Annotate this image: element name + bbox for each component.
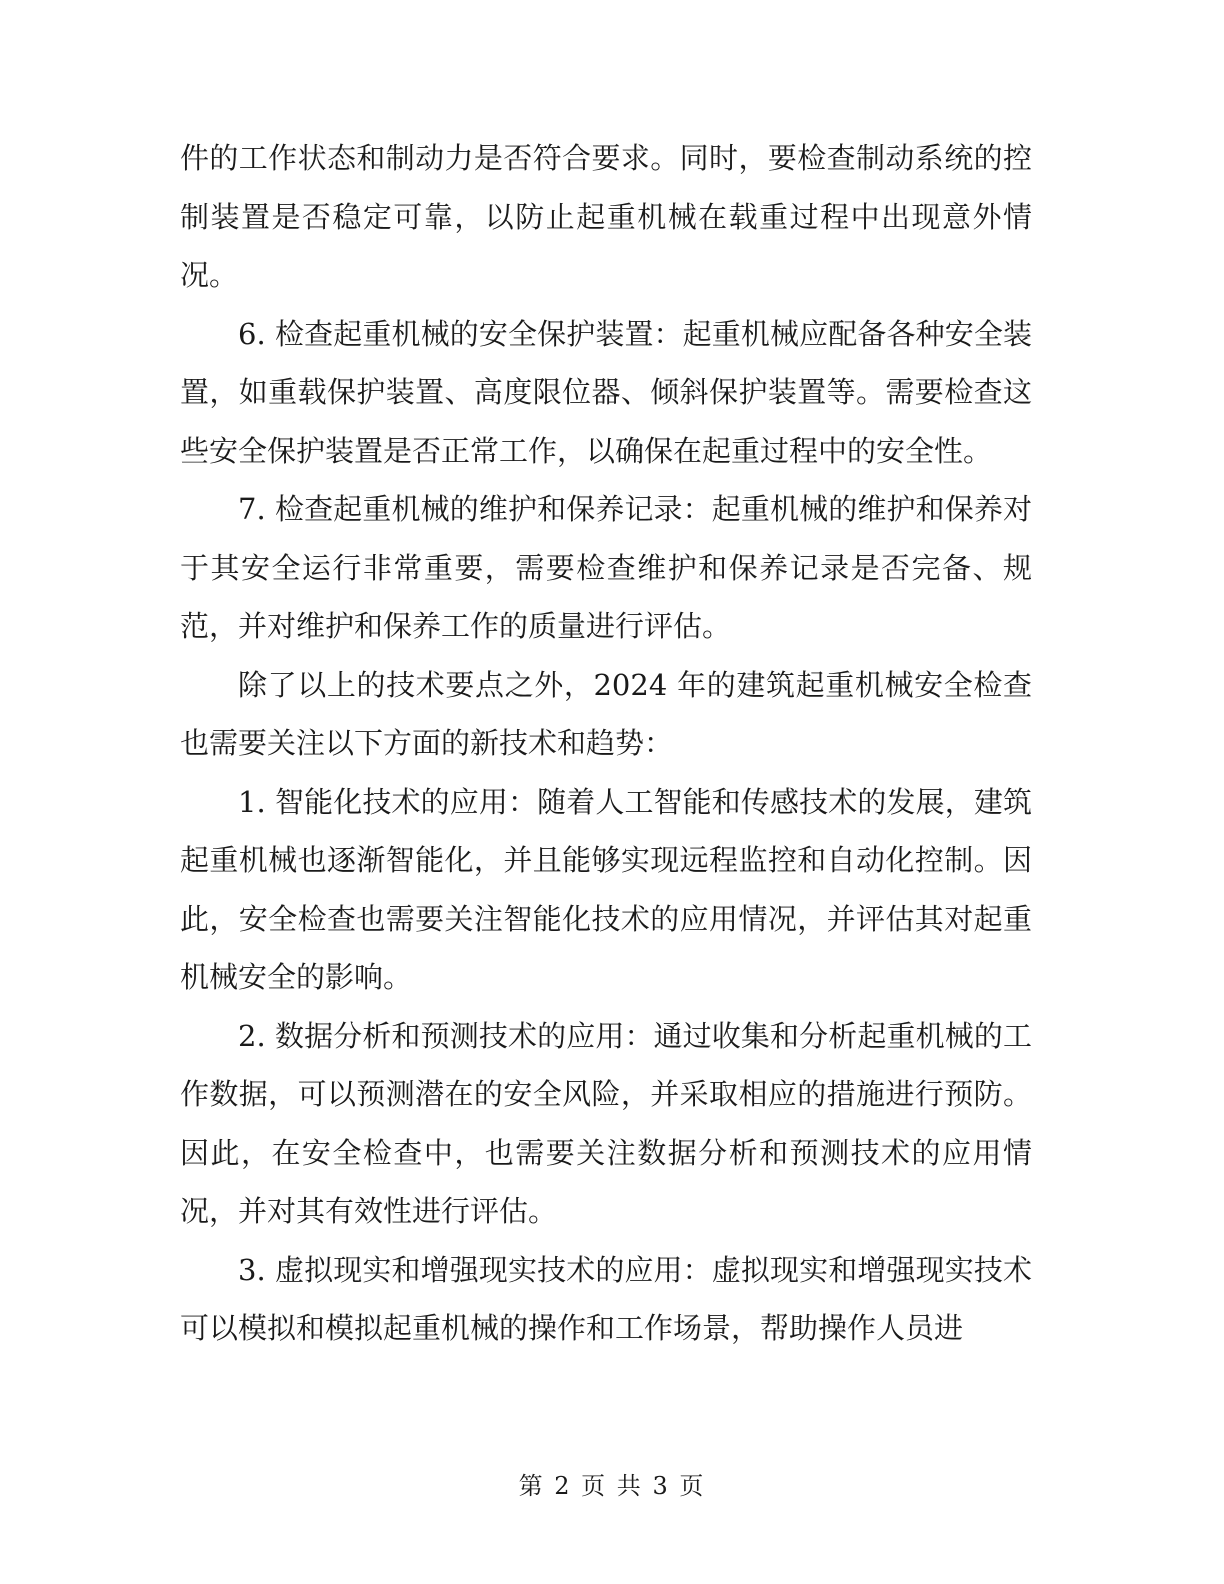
paragraph-trend-3-vr-ar: 3. 虚拟现实和增强现实技术的应用：虚拟现实和增强现实技术可以模拟和模拟起重机械的操作和工作场景，帮助操作人员进	[180, 1252, 1032, 1345]
paragraph-trend-1-intelligent: 1. 智能化技术的应用：随着人工智能和传感技术的发展，建筑起重机械也逐渐智能化，并且能够实现远程监控和自动化控制。因此，安全检查也需要关注智能化技术的应用情况，并评估其对起重机械安全的影响。	[180, 784, 1032, 994]
paragraph-item-6-safety-devices: 6. 检查起重机械的安全保护装置：起重机械应配备各种安全装置，如重载保护装置、高度限位器、倾斜保护装置等。需要检查这些安全保护装置是否正常工作，以确保在起重过程中的安全性。	[180, 316, 1032, 468]
paragraph-new-trends-intro: 除了以上的技术要点之外，2024 年的建筑起重机械安全检查也需要关注以下方面的新技术和趋势：	[180, 667, 1032, 760]
document-body	[180, 129, 1032, 1358]
page-number-footer: 第 2 页 共 3 页	[518, 1472, 706, 1500]
paragraph-brake-continuation: 件的工作状态和制动力是否符合要求。同时，要检查制动系统的控制装置是否稳定可靠，以防止起重机械在载重过程中出现意外情况。	[180, 141, 1032, 292]
paragraph-item-7-maintenance-records: 7. 检查起重机械的维护和保养记录：起重机械的维护和保养对于其安全运行非常重要，需要检查维护和保养记录是否完备、规范，并对维护和保养工作的质量进行评估。	[180, 492, 1032, 643]
paragraph-trend-2-data-analysis: 2. 数据分析和预测技术的应用：通过收集和分析起重机械的工作数据，可以预测潜在的安全风险，并采取相应的措施进行预防。因此，在安全检查中，也需要关注数据分析和预测技术的应用情况，并对其有效性进行评估。	[180, 1018, 1032, 1228]
